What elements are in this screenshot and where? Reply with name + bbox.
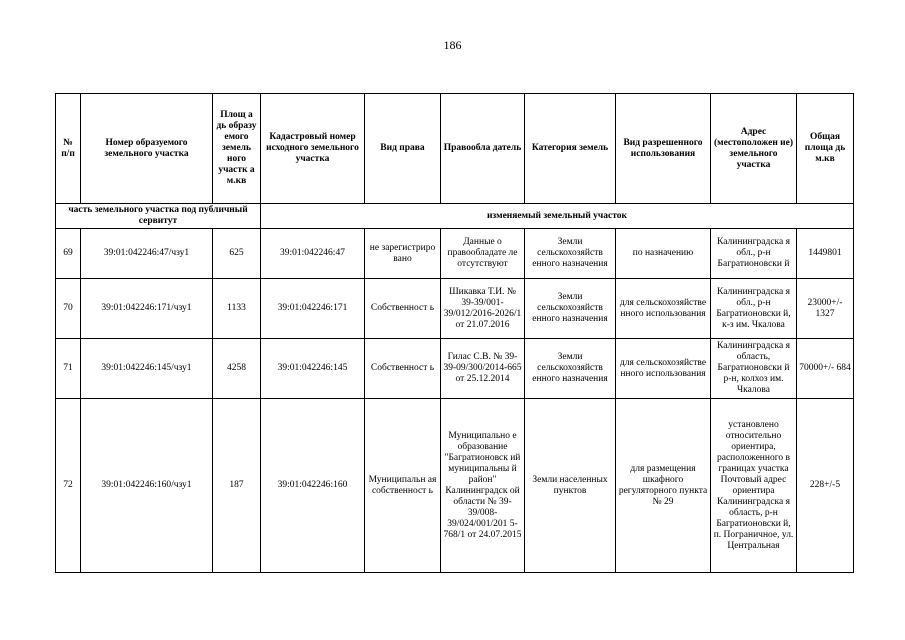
cell-address: Калининградска я обл., р-н Багратионовски й xyxy=(711,229,797,279)
land-plots-table xyxy=(55,93,854,573)
cell-plot-number: 39:01:042246:171/чзу1 xyxy=(81,279,213,339)
header-category: Категория земель xyxy=(525,94,616,204)
header-holder: Правообла датель xyxy=(441,94,525,204)
section-row xyxy=(56,204,854,229)
cell-permitted-use: для размещения шкафного регуляторного пункта № 29 xyxy=(616,399,711,573)
cell-right-type: Муниципальн ая собственност ь xyxy=(365,399,441,573)
cell-holder: Муниципально е образование "Багратионовск ий муниципальны й район" Калининградск ой области № 39-39/008-39/024/001/201 5-768/1 от 24.07.2015 xyxy=(441,399,525,573)
cell-category: Земли населенных пунктов xyxy=(525,399,616,573)
section-right: изменяемый земельный участок xyxy=(261,204,854,229)
cell-plot-number: 39:01:042246:47/чзу1 xyxy=(81,229,213,279)
header-permitted-use: Вид разрешенного использования xyxy=(616,94,711,204)
cell-cadastral: 39:01:042246:145 xyxy=(261,339,365,399)
cell-area: 625 xyxy=(213,229,261,279)
cell-cadastral: 39:01:042246:160 xyxy=(261,399,365,573)
cell-category: Земли сельскохозяйств енного назначения xyxy=(525,339,616,399)
header-plot-number: Номер образуемого земельного участка xyxy=(81,94,213,204)
cell-right-type: Собственност ь xyxy=(365,279,441,339)
table-row xyxy=(56,399,854,573)
cell-area: 4258 xyxy=(213,339,261,399)
cell-num: 70 xyxy=(56,279,81,339)
cell-cadastral: 39:01:042246:171 xyxy=(261,279,365,339)
cell-permitted-use: для сельскохозяйстве нного использования xyxy=(616,279,711,339)
cell-right-type: не зарегистриро вано xyxy=(365,229,441,279)
cell-permitted-use: по назначению xyxy=(616,229,711,279)
cell-address: Калининградска я область, Багратионовски й р-н, колхоз им. Чкалова xyxy=(711,339,797,399)
cell-category: Земли сельскохозяйств енного назначения xyxy=(525,229,616,279)
table-row xyxy=(56,279,854,339)
cell-total-area: 23000+/- 1327 xyxy=(797,279,854,339)
table-row xyxy=(56,339,854,399)
section-left: часть земельного участка под публичный сервитут xyxy=(56,204,261,229)
cell-category: Земли сельскохозяйств енного назначения xyxy=(525,279,616,339)
header-num: № п/п xyxy=(56,94,81,204)
cell-plot-number: 39:01:042246:145/чзу1 xyxy=(81,339,213,399)
cell-area: 1133 xyxy=(213,279,261,339)
header-total-area: Общая площа дь м.кв xyxy=(797,94,854,204)
page-number: 186 xyxy=(443,38,462,52)
cell-holder: Гилас С.В. № 39-39-09/300/2014-665 от 25.12.2014 xyxy=(441,339,525,399)
cell-total-area: 70000+/- 684 xyxy=(797,339,854,399)
cell-total-area: 1449801 xyxy=(797,229,854,279)
cell-num: 69 xyxy=(56,229,81,279)
header-right-type: Вид права xyxy=(365,94,441,204)
table-row xyxy=(56,229,854,279)
cell-plot-number: 39:01:042246:160/чзу1 xyxy=(81,399,213,573)
header-area: Площ а дь образу емого земель ного участк а м.кв xyxy=(213,94,261,204)
cell-holder: Данные о правообладате ле отсутствуют xyxy=(441,229,525,279)
cell-permitted-use: для сельскохозяйстве нного использования xyxy=(616,339,711,399)
cell-address: установлено относительно ориентира, расположенного в границах участка Почтовый адрес ориентира Калининградска я область, р-н Багратионовски й, п. Пограничное, ул. Центральная xyxy=(711,399,797,573)
cell-holder: Шикавка Т.И. № 39-39/001-39/012/2016-2026/1 от 21.07.2016 xyxy=(441,279,525,339)
cell-total-area: 228+/-5 xyxy=(797,399,854,573)
cell-cadastral: 39:01:042246:47 xyxy=(261,229,365,279)
header-address: Адрес (местоположен ие) земельного участка xyxy=(711,94,797,204)
cell-right-type: Собственност ь xyxy=(365,339,441,399)
header-row xyxy=(56,94,854,204)
cell-num: 72 xyxy=(56,399,81,573)
cell-address: Калининградска я обл., р-н Багратионовски й, к-з им. Чкалова xyxy=(711,279,797,339)
cell-area: 187 xyxy=(213,399,261,573)
cell-num: 71 xyxy=(56,339,81,399)
header-cadastral: Кадастровый номер исходного земельного участка xyxy=(261,94,365,204)
